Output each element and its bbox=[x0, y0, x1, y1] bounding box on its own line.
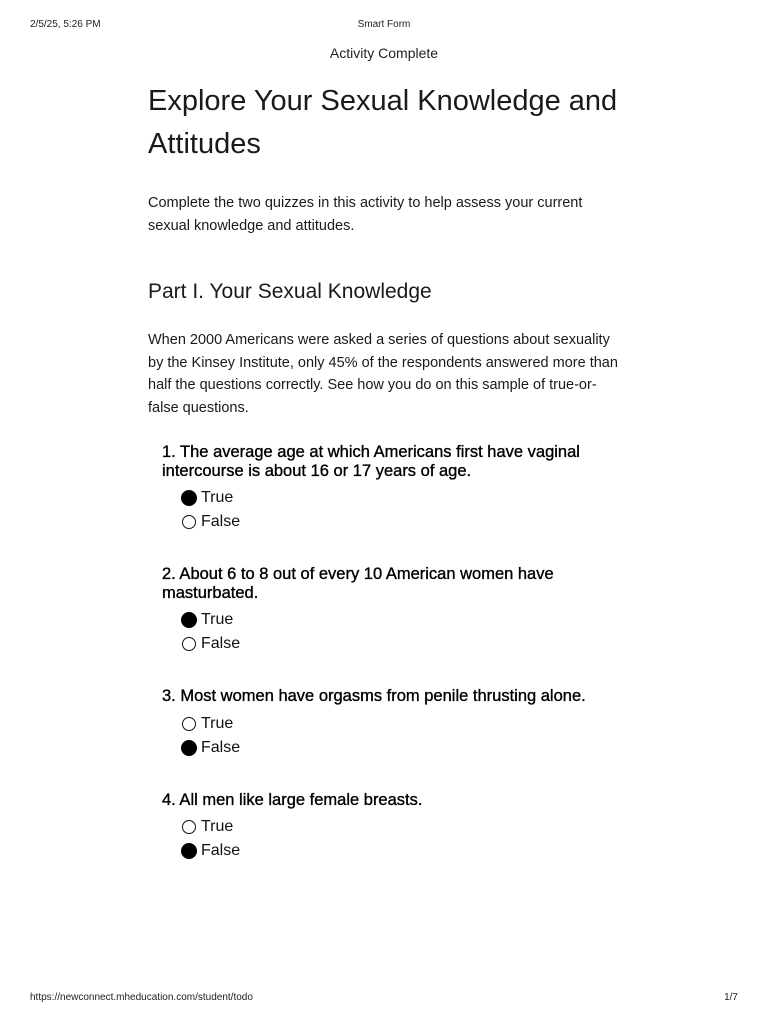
print-header bbox=[30, 19, 738, 33]
radio-icon[interactable] bbox=[182, 637, 196, 651]
radio-selected-icon[interactable] bbox=[181, 490, 197, 506]
question-text: 2. About 6 to 8 out of every 10 American women have masturbated. bbox=[162, 565, 554, 602]
print-footer bbox=[30, 992, 738, 1006]
option-label: True bbox=[201, 489, 234, 506]
print-page-number: 1/7 bbox=[724, 992, 738, 1003]
option-true[interactable] bbox=[182, 712, 618, 736]
print-title: Smart Form bbox=[357, 19, 411, 30]
question-1 bbox=[162, 443, 618, 534]
page-title: Explore Your Sexual Knowledge and Attitudes bbox=[148, 85, 618, 160]
option-false[interactable] bbox=[182, 839, 618, 863]
option-label: False bbox=[201, 513, 241, 530]
radio-selected-icon[interactable] bbox=[181, 843, 197, 859]
option-label: False bbox=[201, 738, 241, 756]
question-text: 4. All men like large female breasts. bbox=[162, 790, 423, 809]
print-url: https://newconnect.mheducation.com/student/todo bbox=[30, 992, 253, 1003]
option-label: True bbox=[201, 611, 234, 628]
option-label: False bbox=[201, 842, 241, 859]
radio-icon[interactable] bbox=[182, 820, 196, 834]
option-true[interactable] bbox=[182, 608, 618, 632]
option-true[interactable] bbox=[182, 486, 618, 510]
question-list bbox=[162, 443, 618, 863]
question-2 bbox=[162, 565, 618, 656]
option-false[interactable] bbox=[182, 510, 618, 534]
option-false[interactable] bbox=[182, 632, 618, 656]
question-text: 3. Most women have orgasms from penile thrusting alone. bbox=[162, 687, 586, 705]
part1-heading: Part I. Your Sexual Knowledge bbox=[148, 280, 432, 303]
option-false[interactable] bbox=[182, 736, 618, 760]
option-label: True bbox=[201, 818, 234, 835]
radio-icon[interactable] bbox=[182, 515, 196, 529]
radio-selected-icon[interactable] bbox=[181, 612, 197, 628]
activity-status: Activity Complete bbox=[329, 45, 439, 61]
option-label: True bbox=[201, 714, 234, 732]
print-datetime: 2/5/25, 5:26 PM bbox=[30, 19, 101, 30]
question-text: 1. The average age at which Americans first have vaginal intercourse is about 16 or 17 years of age. bbox=[162, 443, 580, 480]
radio-selected-icon[interactable] bbox=[181, 740, 197, 756]
part1-description: When 2000 Americans were asked a series of questions about sexuality by the Kinsey Institute, only 45% of the respondents answered more than half the questions correctly. See how you do on this sample of true-or-false questions. bbox=[148, 332, 618, 416]
form-content bbox=[148, 80, 618, 894]
intro-text: Complete the two quizzes in this activity to help assess your current sexual knowledge and attitudes. bbox=[148, 195, 583, 234]
option-label: False bbox=[201, 635, 241, 652]
radio-icon[interactable] bbox=[182, 717, 196, 731]
option-true[interactable] bbox=[182, 815, 618, 839]
question-3 bbox=[162, 687, 618, 760]
question-4 bbox=[162, 791, 618, 864]
